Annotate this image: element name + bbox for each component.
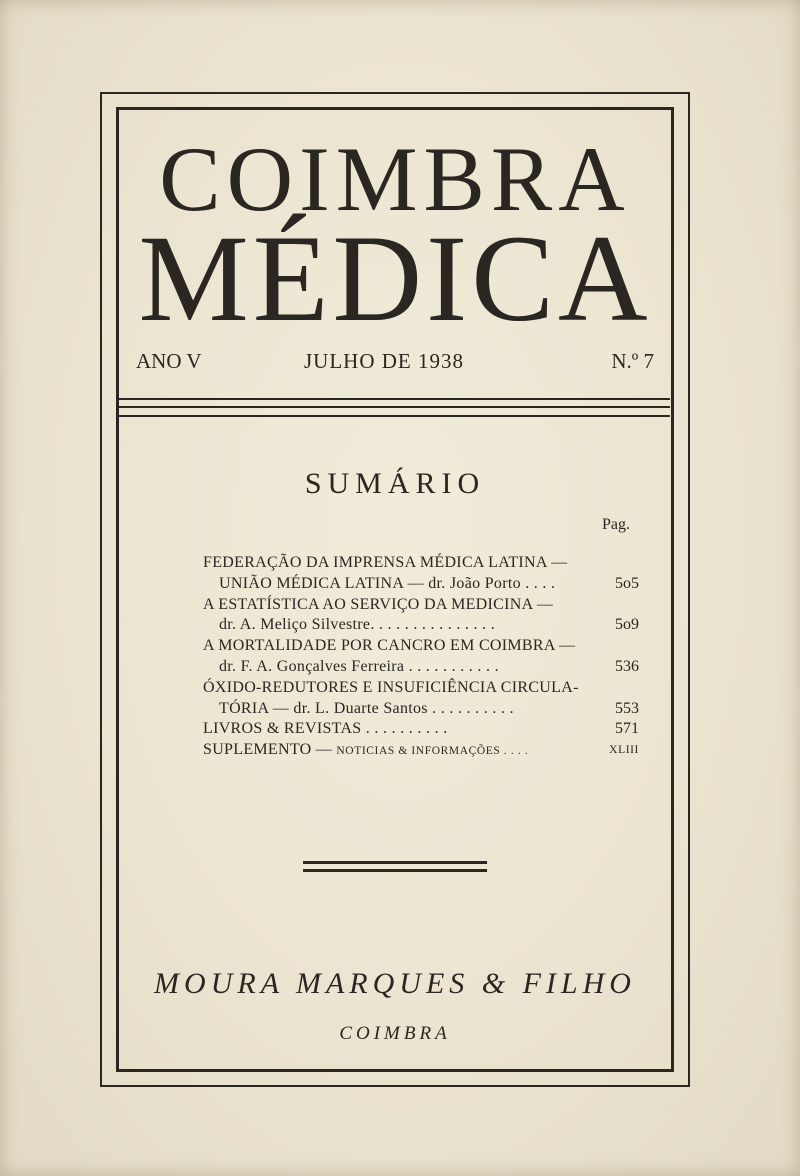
table-of-contents — [203, 553, 639, 761]
header-rule-3 — [118, 415, 670, 417]
toc-line-page: 571 — [615, 720, 639, 738]
toc-line-text: A MORTALIDADE POR CANCRO EM COIMBRA — — [203, 637, 576, 655]
header-rule-1 — [118, 398, 670, 400]
toc-line-text: LIVROS & REVISTAS . . . . . . . . . . — [203, 720, 448, 738]
toc-line-text: FEDERAÇÃO DA IMPRENSA MÉDICA LATINA — — [203, 554, 568, 571]
toc-line-page: 536 — [615, 657, 639, 675]
toc-line-page: 553 — [615, 699, 639, 717]
issue-number: N.º 7 — [611, 349, 654, 373]
toc-line-text: ÓXIDO-REDUTORES E INSUFICIÊNCIA CIRCULA- — [203, 678, 579, 696]
issue-date: JULHO DE 1938 — [304, 349, 464, 373]
journal-title-line1: COIMBRA — [159, 128, 631, 230]
page-column-label: Pag. — [602, 516, 630, 533]
publisher-city: COIMBRA — [339, 1023, 451, 1044]
toc-line-page: XLIII — [609, 744, 639, 757]
ornament-rule-1 — [303, 861, 487, 864]
toc-line-page: 5o9 — [615, 616, 639, 634]
toc-line — [203, 553, 639, 574]
issue-volume: ANO V — [136, 349, 202, 373]
toc-line — [203, 574, 639, 595]
toc-line — [203, 740, 639, 761]
publisher-name: MOURA MARQUES & FILHO — [154, 967, 636, 1000]
toc-line-page: 5o5 — [615, 574, 639, 592]
toc-line — [203, 678, 639, 699]
toc-line-text: dr. F. A. Gonçalves Ferreira . . . . . . . . . . . — [219, 657, 499, 675]
toc-line-text: TÓRIA — dr. L. Duarte Santos . . . . . . . . . . — [219, 699, 514, 717]
toc-line-text — [203, 740, 528, 762]
toc-line-main-text: SUPLEMENTO — — [203, 741, 333, 759]
toc-line-small-text: NOTICIAS & INFORMAÇÕES . . . . — [336, 745, 529, 758]
toc-line — [203, 636, 639, 657]
toc-line-text: A ESTATÍSTICA AO SERVIÇO DA MEDICINA — — [203, 595, 554, 613]
ornament-rule-2 — [303, 869, 487, 872]
toc-line — [203, 615, 639, 636]
issue-info-row — [134, 347, 656, 375]
toc-line — [203, 657, 639, 678]
toc-line — [203, 719, 639, 740]
toc-line — [203, 595, 639, 616]
toc-line-text: UNIÃO MÉDICA LATINA — dr. João Porto . . . . — [219, 574, 556, 592]
journal-title-line2: MÉDICA — [138, 210, 652, 347]
header-rule-2 — [118, 406, 670, 408]
summary-heading: SUMÁRIO — [304, 467, 486, 500]
toc-line-text: dr. A. Meliço Silvestre. . . . . . . . . . . . . . . — [219, 616, 496, 634]
toc-line — [203, 699, 639, 720]
